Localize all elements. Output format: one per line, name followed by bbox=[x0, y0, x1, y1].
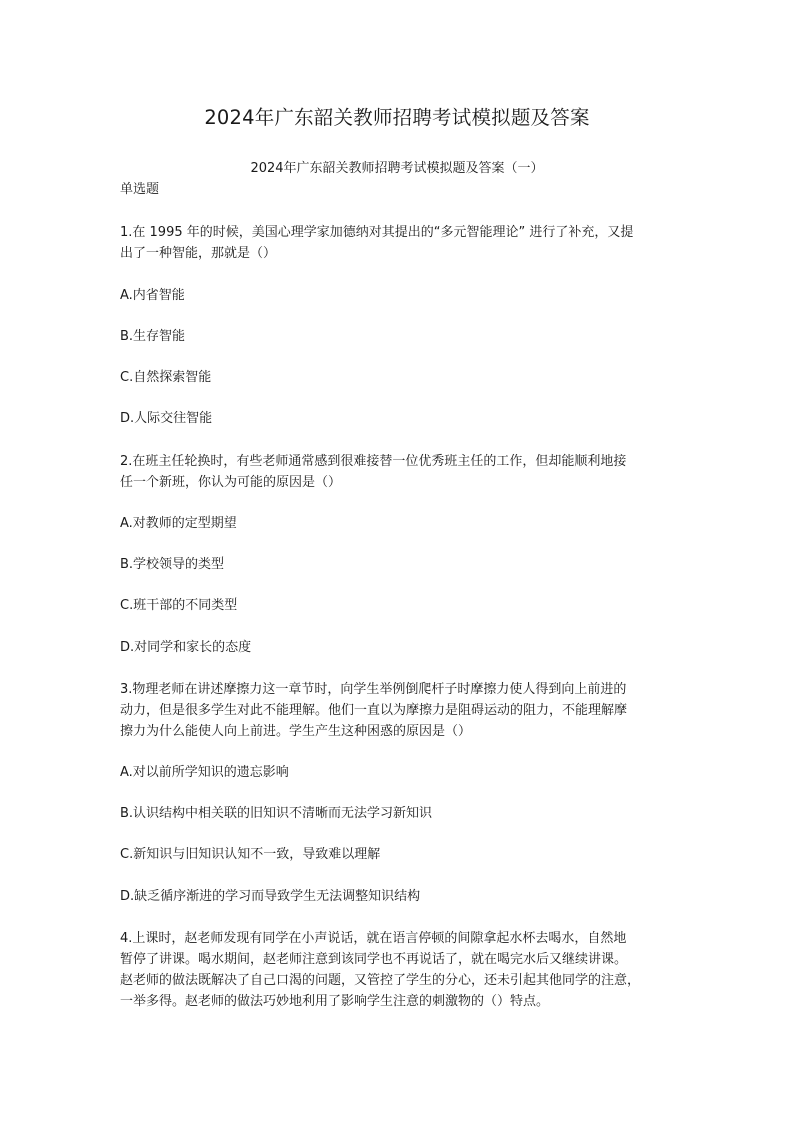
question-stem-line: 出了一种智能，那就是（） bbox=[120, 246, 277, 261]
question-stem bbox=[120, 222, 680, 264]
question-stem-line: 一举多得。赵老师的做法巧妙地利用了影响学生注意的刺激物的（）特点。 bbox=[120, 994, 550, 1009]
question-stem-line: 动力，但是很多学生对此不能理解。他们一直以为摩擦力是阻碍运动的阻力，不能理解摩 bbox=[120, 703, 628, 718]
question-stem-line: 1.在 1995 年的时候，美国心理学家加德纳对其提出的“多元智能理论” 进行了补充，又提 bbox=[120, 225, 634, 240]
answer-option: A.对教师的定型期望 bbox=[120, 516, 237, 531]
answer-option: A.内省智能 bbox=[120, 288, 185, 303]
answer-option: C.新知识与旧知识认知不一致，导致难以理解 bbox=[120, 847, 381, 862]
answer-option: D.人际交往智能 bbox=[120, 411, 213, 426]
question-stem-line: 任一个新班，你认为可能的原因是（） bbox=[120, 475, 342, 490]
answer-option: D.缺乏循序渐进的学习而导致学生无法调整知识结构 bbox=[120, 889, 421, 904]
question-stem-line: 暂停了讲课。喝水期间，赵老师注意到该同学也不再说话了，就在喝完水后又继续讲课。 bbox=[120, 952, 628, 967]
answer-option: A.对以前所学知识的遗忘影响 bbox=[120, 765, 289, 780]
question-stem bbox=[120, 451, 680, 493]
question-stem-line: 3.物理老师在讲述摩擦力这一章节时，向学生举例倒爬杆子时摩擦力使人得到向上前进的 bbox=[120, 682, 627, 697]
question-stem bbox=[120, 679, 680, 742]
answer-option: B.学校领导的类型 bbox=[120, 557, 225, 572]
question-stem-line: 4.上课时，赵老师发现有同学在小声说话，就在语言停顿的间隙拿起水杯去喝水，自然地 bbox=[120, 931, 627, 946]
question-stem-line: 赵老师的做法既解决了自己口渴的问题，又管控了学生的分心，还未引起其他同学的注意， bbox=[120, 973, 641, 988]
answer-option: B.认识结构中相关联的旧知识不清晰而无法学习新知识 bbox=[120, 806, 433, 821]
question-stem-line: 2.在班主任轮换时，有些老师通常感到很难接替一位优秀班主任的工作，但却能顺利地接 bbox=[120, 454, 627, 469]
answer-option: C.自然探索智能 bbox=[120, 370, 212, 385]
answer-option: B.生存智能 bbox=[120, 329, 186, 344]
answer-option: C.班干部的不同类型 bbox=[120, 598, 238, 613]
document-title: 2024年广东韶关教师招聘考试模拟题及答案 bbox=[204, 106, 590, 129]
section-label: 单选题 bbox=[120, 182, 160, 197]
question-stem-line: 擦力为什么能使人向上前进。学生产生这种困惑的原因是（） bbox=[120, 724, 472, 739]
document-subtitle: 2024年广东韶关教师招聘考试模拟题及答案（一） bbox=[250, 161, 544, 176]
answer-option: D.对同学和家长的态度 bbox=[120, 640, 252, 655]
question-stem bbox=[120, 928, 680, 1012]
